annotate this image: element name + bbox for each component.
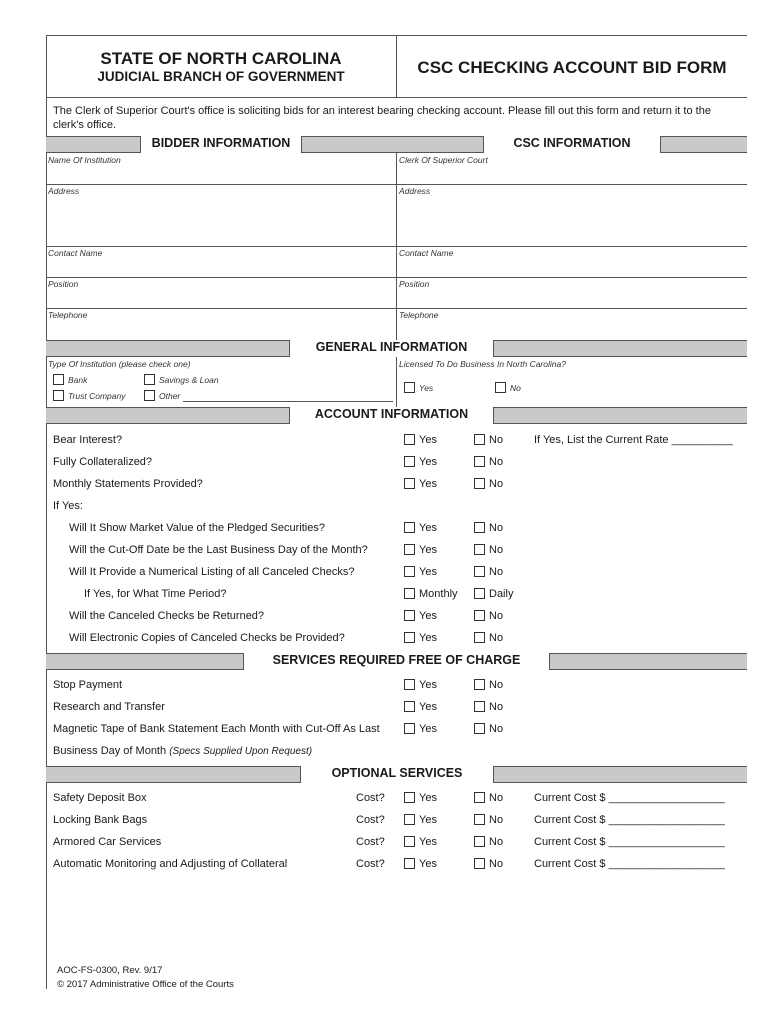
field-line [46, 277, 747, 278]
licensed-yes-checkbox[interactable] [404, 382, 415, 393]
licensed-label: Licensed To Do Business In North Carolina? [399, 359, 566, 369]
daily-label: Daily [489, 588, 514, 600]
locking-bags-yes-checkbox[interactable] [404, 814, 415, 825]
service-magnetic-tape-cont [53, 745, 312, 757]
monthly-label: Monthly [419, 588, 458, 600]
optional-armored-car: Armored Car Services [53, 836, 162, 848]
cost-label: Cost? [356, 814, 385, 826]
magnetic-yes-checkbox[interactable] [404, 723, 415, 734]
no-label: No [489, 723, 504, 735]
account-heading: ACCOUNT INFORMATION [289, 407, 494, 424]
csc-contact-label: Contact Name [399, 248, 454, 258]
field-line [46, 184, 747, 185]
q-cutoff-date: Will the Cut-Off Date be the Last Business Day of the Month? [69, 544, 368, 556]
q-bear-interest: Bear Interest? [53, 434, 123, 446]
collateralized-yes-checkbox[interactable] [404, 456, 415, 467]
branch-title: JUDICIAL BRANCH OF GOVERNMENT [97, 69, 345, 84]
no-label: No [489, 478, 504, 490]
savings-loan-label: Savings & Loan [159, 375, 219, 385]
yes-label: Yes [419, 836, 437, 848]
statements-yes-checkbox[interactable] [404, 478, 415, 489]
bear-interest-no-checkbox[interactable] [474, 434, 485, 445]
cutoff-yes-checkbox[interactable] [404, 544, 415, 555]
licensed-no-label: No [510, 383, 521, 393]
q-fully-collateralized: Fully Collateralized? [53, 456, 153, 468]
copyright: © 2017 Administrative Office of the Courts [57, 979, 234, 990]
yes-label: Yes [419, 544, 437, 556]
q-time-period: If Yes, for What Time Period? [84, 588, 227, 600]
no-label: No [489, 566, 504, 578]
listing-no-checkbox[interactable] [474, 566, 485, 577]
specs-note: (Specs Supplied Upon Request) [169, 746, 313, 757]
optional-auto-monitoring: Automatic Monitoring and Adjusting of Collateral [53, 858, 288, 870]
armored-car-cost-field[interactable]: Current Cost $ ___________________ [534, 836, 725, 848]
cost-label: Cost? [356, 858, 385, 870]
stop-payment-yes-checkbox[interactable] [404, 679, 415, 690]
yes-label: Yes [419, 858, 437, 870]
bank-label: Bank [68, 375, 88, 385]
no-label: No [489, 544, 504, 556]
if-yes-label: If Yes: [53, 500, 83, 512]
services-heading: SERVICES REQUIRED FREE OF CHARGE [243, 653, 550, 670]
safety-deposit-no-checkbox[interactable] [474, 792, 485, 803]
bidder-contact-label: Contact Name [48, 248, 103, 258]
general-heading: GENERAL INFORMATION [289, 340, 494, 357]
yes-label: Yes [419, 679, 437, 691]
cost-label: Cost? [356, 792, 385, 804]
licensed-no-checkbox[interactable] [495, 382, 506, 393]
csc-clerk-label: Clerk Of Superior Court [399, 155, 488, 165]
bidder-heading: BIDDER INFORMATION [140, 136, 302, 153]
collateralized-no-checkbox[interactable] [474, 456, 485, 467]
q-monthly-statements: Monthly Statements Provided? [53, 478, 203, 490]
no-label: No [489, 858, 504, 870]
research-yes-checkbox[interactable] [404, 701, 415, 712]
safety-deposit-yes-checkbox[interactable] [404, 792, 415, 803]
stop-payment-no-checkbox[interactable] [474, 679, 485, 690]
yes-label: Yes [419, 792, 437, 804]
no-label: No [489, 632, 504, 644]
q-numerical-listing: Will It Provide a Numerical Listing of all Canceled Checks? [69, 566, 355, 578]
optional-locking-bags: Locking Bank Bags [53, 814, 148, 826]
market-value-yes-checkbox[interactable] [404, 522, 415, 533]
q-checks-returned: Will the Canceled Checks be Returned? [69, 610, 265, 622]
electronic-no-checkbox[interactable] [474, 632, 485, 643]
licensed-yes-label: Yes [419, 383, 434, 393]
safety-deposit-cost-field[interactable]: Current Cost $ ___________________ [534, 792, 725, 804]
yes-label: Yes [419, 566, 437, 578]
magnetic-no-checkbox[interactable] [474, 723, 485, 734]
no-label: No [489, 836, 504, 848]
csc-heading: CSC INFORMATION [483, 136, 661, 153]
q-market-value: Will It Show Market Value of the Pledged Securities? [69, 522, 325, 534]
electronic-yes-checkbox[interactable] [404, 632, 415, 643]
field-line [46, 246, 747, 247]
no-label: No [489, 434, 504, 446]
yes-label: Yes [419, 478, 437, 490]
csc-address-label: Address [399, 186, 431, 196]
yes-label: Yes [419, 522, 437, 534]
returned-yes-checkbox[interactable] [404, 610, 415, 621]
no-label: No [489, 610, 504, 622]
armored-car-yes-checkbox[interactable] [404, 836, 415, 847]
optional-safety-deposit: Safety Deposit Box [53, 792, 147, 804]
market-value-no-checkbox[interactable] [474, 522, 485, 533]
bidder-address-label: Address [48, 186, 80, 196]
magnetic-tape-line2: Business Day of Month [53, 745, 167, 757]
yes-label: Yes [419, 434, 437, 446]
cutoff-no-checkbox[interactable] [474, 544, 485, 555]
no-label: No [489, 814, 504, 826]
other-label: Other [159, 391, 181, 401]
bank-checkbox[interactable] [53, 374, 64, 385]
daily-checkbox[interactable] [474, 588, 485, 599]
bidder-institution-label: Name Of Institution [48, 155, 121, 165]
form-title: CSC CHECKING ACCOUNT BID FORM [417, 58, 727, 77]
yes-label: Yes [419, 456, 437, 468]
returned-no-checkbox[interactable] [474, 610, 485, 621]
research-no-checkbox[interactable] [474, 701, 485, 712]
statements-no-checkbox[interactable] [474, 478, 485, 489]
yes-label: Yes [419, 610, 437, 622]
optional-heading: OPTIONAL SERVICES [300, 766, 494, 783]
other-checkbox[interactable] [144, 390, 155, 401]
no-label: No [489, 522, 504, 534]
bidder-telephone-label: Telephone [48, 310, 88, 320]
current-rate-field[interactable]: If Yes, List the Current Rate __________ [534, 434, 733, 446]
auto-monitoring-yes-checkbox[interactable] [404, 858, 415, 869]
institution-type-label: Type Of Institution (please check one) [48, 359, 191, 369]
yes-label: Yes [419, 701, 437, 713]
csc-telephone-label: Telephone [399, 310, 439, 320]
no-label: No [489, 679, 504, 691]
q-electronic-copies: Will Electronic Copies of Canceled Checks be Provided? [69, 632, 345, 644]
service-magnetic-tape: Magnetic Tape of Bank Statement Each Month with Cut-Off As Last [53, 723, 380, 735]
csc-position-label: Position [399, 279, 430, 289]
locking-bags-no-checkbox[interactable] [474, 814, 485, 825]
monthly-checkbox[interactable] [404, 588, 415, 599]
auto-monitoring-cost-field[interactable]: Current Cost $ ___________________ [534, 858, 725, 870]
listing-yes-checkbox[interactable] [404, 566, 415, 577]
header-bottom-border [46, 97, 747, 98]
yes-label: Yes [419, 632, 437, 644]
savings-loan-checkbox[interactable] [144, 374, 155, 385]
state-title: STATE OF NORTH CAROLINA [100, 49, 342, 68]
intro-text: The Clerk of Superior Court's office is soliciting bids for an interest bearing checking account. Please fill out this form and return it to the clerk's office. [53, 105, 711, 131]
trust-company-checkbox[interactable] [53, 390, 64, 401]
armored-car-no-checkbox[interactable] [474, 836, 485, 847]
cost-label: Cost? [356, 836, 385, 848]
no-label: No [489, 701, 504, 713]
locking-bags-cost-field[interactable]: Current Cost $ ___________________ [534, 814, 725, 826]
bidder-position-label: Position [48, 279, 79, 289]
form-number: AOC-FS-0300, Rev. 9/17 [57, 965, 163, 976]
service-stop-payment: Stop Payment [53, 679, 123, 691]
auto-monitoring-no-checkbox[interactable] [474, 858, 485, 869]
other-input[interactable] [183, 401, 393, 402]
left-border [46, 35, 47, 989]
trust-company-label: Trust Company [68, 391, 126, 401]
general-divider [396, 357, 397, 407]
service-research-transfer: Research and Transfer [53, 701, 165, 713]
field-line [46, 308, 747, 309]
yes-label: Yes [419, 723, 437, 735]
no-label: No [489, 792, 504, 804]
bear-interest-yes-checkbox[interactable] [404, 434, 415, 445]
no-label: No [489, 456, 504, 468]
yes-label: Yes [419, 814, 437, 826]
